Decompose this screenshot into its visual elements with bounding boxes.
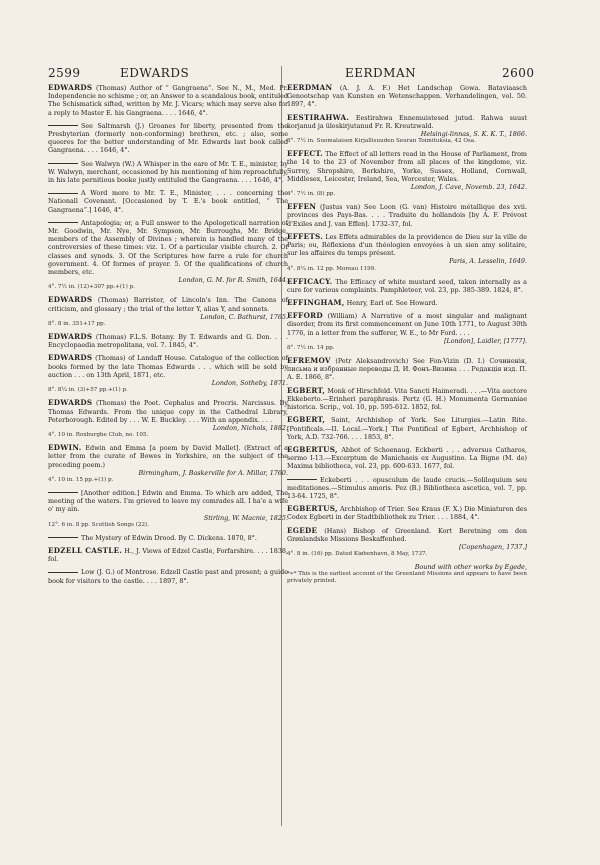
catalogue-entry bbox=[48, 189, 288, 214]
entry-heading: EDWARDS bbox=[48, 353, 93, 363]
entry-text: (Thomas) Author of “ Gangraena”. See N., M., Med. Pr. Independencie no schisme ; or, an Answer to a scandalous book, entituled The Schismatick sifted, written by Mr. J. Vicars; which may serve also for a reply to Master E. his Gangraena. . . . 1646, 4°. bbox=[48, 84, 288, 117]
entry-text: Saint, Archbishop of York. See Liturgies.—Latin Rite. [Pontificals.—II. Local.—York.] The Pontifical of Egbert, Archbishop of York, A.D. 732-766. . . . 1853, 8°. bbox=[287, 416, 527, 441]
entry-heading: EFFINGHAM, bbox=[287, 298, 345, 308]
entry-collation: 4°. 8¼ in. 12 pp. Moreau 1199. bbox=[287, 265, 377, 272]
entry-heading: EFFICACY. bbox=[287, 276, 333, 286]
entry-imprint: Paris, A. Lesselin, 1649. bbox=[449, 257, 527, 266]
entry-collation: 4°. 10 in. Roxburghe Club, no. 105. bbox=[48, 432, 149, 439]
catalogue-entry bbox=[287, 114, 527, 146]
right-running-head: EERDMAN bbox=[345, 66, 417, 80]
entry-text: Les Effets admirables de la providence de Dieu sur la ville de Paris; ou, Réflexions d'un théologien envoyées à un sien amy solitaire, sur les affaires du temps présent. bbox=[287, 232, 527, 258]
catalogue-entry bbox=[287, 299, 527, 307]
entry-text: (Justus van) See Loon (G. van) Histoire métallique des xvii. provinces des Pays-Bas. . . . Traduite du hollandois [by A. F. Prévost d'Exiles and J. van Effen]. 1732-37, fol. bbox=[287, 203, 527, 228]
entry-imprint: Stirling, W. Macnie, 1825. bbox=[203, 513, 288, 522]
entry-imprint: London, G. M. for R. Smith, 1644. bbox=[178, 276, 288, 285]
entry-imprint: Bound with other works by Egede, bbox=[414, 563, 527, 572]
entry-collation: 4°. 10 in. 15 pp.+(1) p. bbox=[48, 476, 114, 483]
catalogue-entry bbox=[287, 416, 527, 441]
ditto-dash bbox=[48, 222, 78, 223]
ditto-dash bbox=[48, 572, 78, 573]
entry-heading: EFFETS. bbox=[287, 231, 324, 241]
catalogue-entry bbox=[48, 399, 288, 439]
catalogue-entry bbox=[287, 387, 527, 412]
entry-heading: EDWARDS bbox=[48, 398, 93, 408]
entry-text: The Mystery of Edwin Drood. By C. Dickens. 1870, 8°. bbox=[81, 533, 257, 542]
entry-heading: EGBERTUS, bbox=[287, 504, 338, 514]
entry-imprint: London, Nichols, 1882. bbox=[212, 423, 288, 432]
catalogue-entry bbox=[287, 278, 527, 294]
catalogue-entry bbox=[287, 233, 527, 273]
right-column bbox=[287, 84, 527, 590]
entry-text: (Thomas) Barrister, of Lincoln's Inn. The Canons of criticism, and glossary ; the trial of the letter Y, alias Y, and sonnets. bbox=[48, 296, 288, 313]
entry-text: (Hans) Bishop of Greenland. Kort Beretning om den Grønlandske Missions Beskaffenhed. bbox=[287, 526, 527, 543]
catalogue-entry bbox=[48, 354, 288, 394]
catalogue-entry bbox=[287, 563, 527, 585]
entry-text: See Walwyn (W.) A Whisper in the eare of Mr. T. E., minister, by W. Walwyn, merchant, occasioned by his mentioning of him reproachfully, in his late pernitious booke justly entituled the Gangraena. . . . 1646, 4°. bbox=[48, 159, 288, 185]
ditto-dash bbox=[48, 537, 78, 538]
entry-text: Abbot of Schoenaug. Eckberti . . . adversus Catharos, sermo I-13.—Excerptum de Manichaeis ex Augustino. La Bigne (M. de) Maxima bibliotheca, vol. 23, pp. 600-633. 1677, fol. bbox=[287, 445, 527, 471]
catalogue-entry bbox=[48, 122, 288, 155]
entry-text: Monk of Hirschfeld. Vita Sancti Haimeradi. . . .—Vita auctore Ekkeberto.—Erinheri paraphrasis. Pertz (G. H.) Monumenta Germaniae historica. Scrip., vol. 10, pp. 595-612. 1852, fol. bbox=[287, 386, 527, 412]
entry-imprint: [London], Laidler, [1777]. bbox=[443, 336, 527, 345]
entry-text: Eestirahwa Ennemuistesed jutud. Rahwa suust korjanud ja üleskirjutanud Fr. R. Kreutzwald. bbox=[287, 113, 527, 130]
entry-collation: *∗* This is the earliest account of the Greenland Missions and appears to have been privately printed. bbox=[287, 571, 527, 585]
entry-heading: EDWARDS bbox=[48, 332, 93, 342]
entry-text: See Saltmarsh (J.) Groanes for liberty, presented from the Presbyterian (formerly non-conforming) brethren, etc. ; also, some queeres for the better understanding of Mr. Edwards last book called Gangraena. . . . 1646, 4°. bbox=[48, 121, 288, 155]
entry-heading: EGBERT, bbox=[287, 415, 326, 425]
right-page-number: 2600 bbox=[502, 66, 535, 80]
entry-heading: EFFEN bbox=[287, 202, 317, 212]
ditto-dash bbox=[48, 163, 78, 164]
entry-collation: 8°. 7½ in. Suomalaisen Kirjallisuuden Seuran Toimituksia, 42 Osa. bbox=[287, 138, 476, 145]
catalogue-entry bbox=[287, 527, 527, 559]
entry-heading: EFFORD bbox=[287, 311, 323, 321]
entry-text: The Efficacy of white mustard seed, taken internally as a cure for various complaints. Pamphleteer, vol. 23, pp. 385-389. 1824, 8°. bbox=[287, 277, 527, 294]
entry-text: (Petr Aleksandrovich) See Fon-Vizin (D. I.) Сочиненія, письма и избранные переводы Д. И. Фонъ-Визина . . . Редакція изд. П. А. Е. 1866, 8°. bbox=[287, 357, 527, 382]
entry-imprint: Birmingham, J. Baskerville for A. Millar, 1760. bbox=[138, 468, 288, 477]
entry-collation: 4°. 8 in. (16) pp. Dated Kiøbenhavn, 8 May, 1737. bbox=[287, 551, 428, 558]
catalogue-entry bbox=[48, 296, 288, 328]
catalogue-entry bbox=[287, 476, 527, 501]
ditto-dash bbox=[48, 193, 78, 194]
entry-heading: EGBERT, bbox=[287, 385, 326, 395]
catalogue-entry bbox=[287, 312, 527, 352]
entry-text: Edwin and Emma [a poem by David Mallet]. (Extract of a letter from the curate of Bowes in Yorkshire, on the subject of the preceding poem.) bbox=[48, 444, 288, 469]
entry-imprint: London, Sotheby, 1871. bbox=[211, 379, 288, 388]
catalogue-entry bbox=[48, 219, 288, 292]
entry-heading: EGBERTUS, bbox=[287, 444, 338, 454]
catalogue-entry bbox=[48, 444, 288, 484]
entry-text: [Another edition.] Edwin and Emma. To which are added, The meeting of the waters. I'm grieved to leave my comrades all. I ha'e a wife o' my ain. bbox=[48, 488, 288, 514]
entry-heading: EGEDE bbox=[287, 525, 318, 535]
catalogue-entry bbox=[287, 505, 527, 521]
catalogue-entry bbox=[48, 84, 288, 117]
entry-collation: 4°. 7½ in. (12)+307 pp.+(1) p. bbox=[48, 284, 135, 291]
catalogue-entry bbox=[48, 160, 288, 185]
left-column bbox=[48, 84, 288, 590]
catalogue-entry bbox=[287, 150, 527, 198]
entry-text: A Word more to Mr. T. E., Minister, . . . concerning the Nationall Covenant. [Occasioned by T. E.'s book entitled, “ The Gangraena”.] 1646, 4°. bbox=[48, 189, 288, 214]
entry-heading: EDWARDS bbox=[48, 295, 93, 305]
entry-text: (Thomas) of Landaff House. Catalogue of the collection of books formed by the late Thomas Edwards . . . which will be sold by auction . . . on 13th April, 1871, etc. bbox=[48, 354, 288, 379]
ditto-dash bbox=[287, 479, 317, 480]
entry-text: Eckeberti . . . opusculum de laude crucis.—Soliloquium seu meditationes.—Stimulus amoris. Pez (B.) Bibliotheca ascetica, vol. 7, pp. 13-64. 1725, 8°. bbox=[287, 475, 527, 500]
catalogue-entry bbox=[287, 203, 527, 228]
entry-heading: EDWARDS bbox=[48, 83, 93, 92]
entry-text: Henry, Earl of. See Howard. bbox=[346, 299, 438, 308]
entry-collation: 8°. 8 in. 351+17 pp. bbox=[48, 321, 106, 328]
entry-heading: EFREMOV bbox=[287, 356, 331, 366]
entry-text: (William) A Narrative of a most singular and malignant disorder, from its first commencement on June 10th 1771, to August 30th 1776, in a letter from the sufferer, W. E., to Mr Ford. . . . bbox=[287, 312, 527, 337]
entry-text: Antapologia; or, a Full answer to the Apologeticall narration of Mr. Goodwin, Mr. Nye, Mr. Sympson, Mr. Burroughs, Mr. Bridge, members of the Assembly of Divines ; wherein is handled many of the controversies of these times: viz. 1. Of a particular visible church. 2. Of classes and synods. 3. Of the Scriptures how farre a rule for church government. 4. Of formes of prayer. 5. Of the qualifications of church members, etc. bbox=[48, 218, 288, 277]
ditto-dash bbox=[48, 125, 78, 126]
entry-text: H., J. Views of Edzel Castle, Forfarshire. . . . 1838, fol. bbox=[48, 546, 288, 564]
left-page-number: 2599 bbox=[48, 66, 81, 80]
catalogue-entry bbox=[48, 489, 288, 529]
entry-text: Low (J. G.) of Montrose. Edzell Castle past and present; a guide book for visitors to the castle. . . . 1897, 8°. bbox=[48, 568, 288, 585]
entry-collation: 4°. 7½ in. (8) pp. bbox=[287, 191, 336, 198]
catalogue-entry bbox=[48, 568, 288, 584]
entry-heading: EDZELL CASTLE. bbox=[48, 545, 123, 555]
entry-text: Archbishop of Trier. See Kraus (F. X.) Die Miniaturen des Codex Egberti in der Stadtbibliothek zu Trier. . . . 1884, 4°. bbox=[287, 505, 527, 522]
entry-text: The Effect of all letters read in the House of Parliament, from the 14 to the 23 of November from all places of the kingdome, viz. Surrey, Shropshire, Berkshire, Yorke, Sussex, Holland, Cornwall, Middlesex, Leicester, Ireland, Sea, Worcester, Wales. bbox=[287, 150, 527, 183]
catalogue-entry bbox=[48, 547, 288, 563]
entry-text: (A. J. A. F.) Het Landschap Gowa. Bataviaasch Genootschap van Kunsten en Wetenschappen. Verhandelingen, vol. 50. 1897, 4°. bbox=[287, 84, 527, 109]
entry-imprint: [Copenhagen, 1737.] bbox=[459, 542, 527, 551]
entry-text: (Thomas) the Poet. Cephalus and Procris. Narcissus. By Thomas Edwards. From the unique copy in the Cathedral Library, Peterborough. Edited by . . . W. E. Buckley. . . . With an appendix. . . . bbox=[48, 399, 288, 424]
entry-heading: EERDMAN bbox=[287, 83, 333, 92]
entry-imprint: Helsingi-linnas, S. K. K. T., 1866. bbox=[420, 130, 527, 139]
catalogue-entry bbox=[287, 357, 527, 382]
catalogue-entry bbox=[48, 333, 288, 349]
entry-heading: EFFECT. bbox=[287, 149, 323, 159]
entry-collation: 12°. 6 in. 8 pp. Scottish Songs (22). bbox=[48, 521, 149, 528]
entry-heading: EESTIRAHWA. bbox=[287, 112, 350, 122]
ditto-dash bbox=[48, 492, 78, 493]
catalogue-entry bbox=[287, 446, 527, 471]
entry-heading: EDWIN. bbox=[48, 443, 82, 453]
catalogue-entry bbox=[287, 84, 527, 109]
entry-text: (Thomas) F.L.S. Botany. By T. Edwards and G. Don. . . . Encyclopaedia metropolitana, vol. 7. 1845, 4°. bbox=[48, 333, 288, 350]
entry-collation: 8°. 8¼ in. (3)+57 pp.+(1) p. bbox=[48, 387, 128, 394]
entry-imprint: London, C. Bathurst, 1765. bbox=[200, 312, 288, 321]
catalogue-entry bbox=[48, 534, 288, 542]
entry-collation: 8°. 7½ in. 14 pp. bbox=[287, 345, 335, 352]
entry-imprint: London, J. Cave, Novemb. 23, 1642. bbox=[410, 183, 527, 192]
left-running-head: EDWARDS bbox=[120, 66, 190, 80]
